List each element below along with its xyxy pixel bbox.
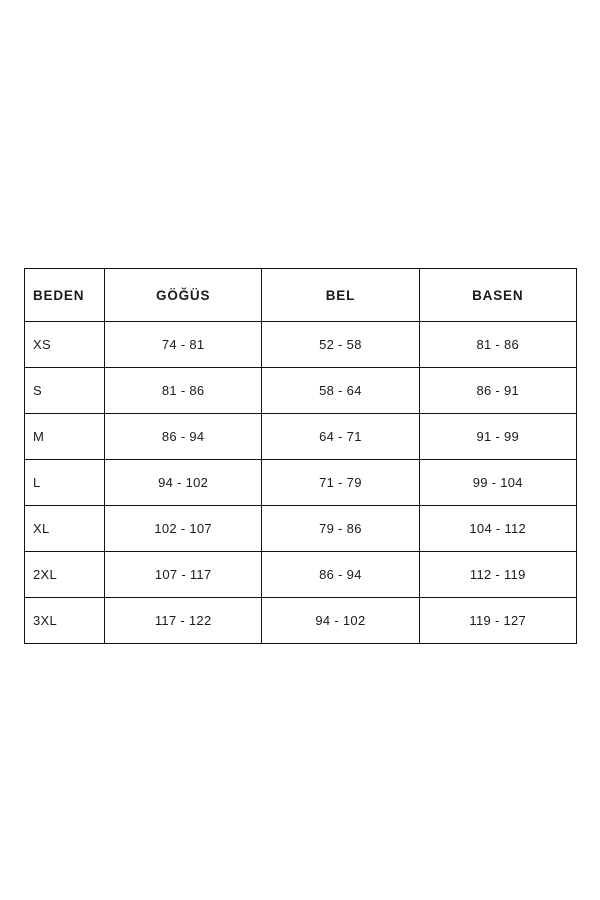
size-chart-table: [24, 268, 577, 644]
table-row: [25, 414, 577, 460]
cell-gogus: 86 - 94: [105, 414, 262, 460]
cell-size: XS: [25, 322, 105, 368]
cell-gogus: 81 - 86: [105, 368, 262, 414]
cell-size: XL: [25, 506, 105, 552]
cell-size: L: [25, 460, 105, 506]
cell-basen: 86 - 91: [419, 368, 576, 414]
column-header-bel: BEL: [262, 269, 419, 322]
cell-bel: 94 - 102: [262, 598, 419, 644]
column-header-gogus: GÖĞÜS: [105, 269, 262, 322]
cell-size: 3XL: [25, 598, 105, 644]
table-row: [25, 460, 577, 506]
cell-basen: 119 - 127: [419, 598, 576, 644]
cell-bel: 58 - 64: [262, 368, 419, 414]
cell-basen: 104 - 112: [419, 506, 576, 552]
column-header-basen: BASEN: [419, 269, 576, 322]
cell-gogus: 94 - 102: [105, 460, 262, 506]
table-header-row: [25, 269, 577, 322]
cell-size: M: [25, 414, 105, 460]
table-header: [25, 269, 577, 322]
table-row: [25, 368, 577, 414]
cell-bel: 52 - 58: [262, 322, 419, 368]
table-row: [25, 322, 577, 368]
cell-size: 2XL: [25, 552, 105, 598]
cell-gogus: 117 - 122: [105, 598, 262, 644]
cell-basen: 81 - 86: [419, 322, 576, 368]
table-row: [25, 506, 577, 552]
column-header-beden: BEDEN: [25, 269, 105, 322]
cell-bel: 71 - 79: [262, 460, 419, 506]
table-row: [25, 598, 577, 644]
cell-bel: 64 - 71: [262, 414, 419, 460]
cell-gogus: 102 - 107: [105, 506, 262, 552]
cell-basen: 112 - 119: [419, 552, 576, 598]
cell-bel: 79 - 86: [262, 506, 419, 552]
size-chart-table-container: [24, 268, 576, 644]
table-body: [25, 322, 577, 644]
cell-bel: 86 - 94: [262, 552, 419, 598]
cell-size: S: [25, 368, 105, 414]
cell-gogus: 74 - 81: [105, 322, 262, 368]
cell-gogus: 107 - 117: [105, 552, 262, 598]
table-row: [25, 552, 577, 598]
cell-basen: 99 - 104: [419, 460, 576, 506]
cell-basen: 91 - 99: [419, 414, 576, 460]
